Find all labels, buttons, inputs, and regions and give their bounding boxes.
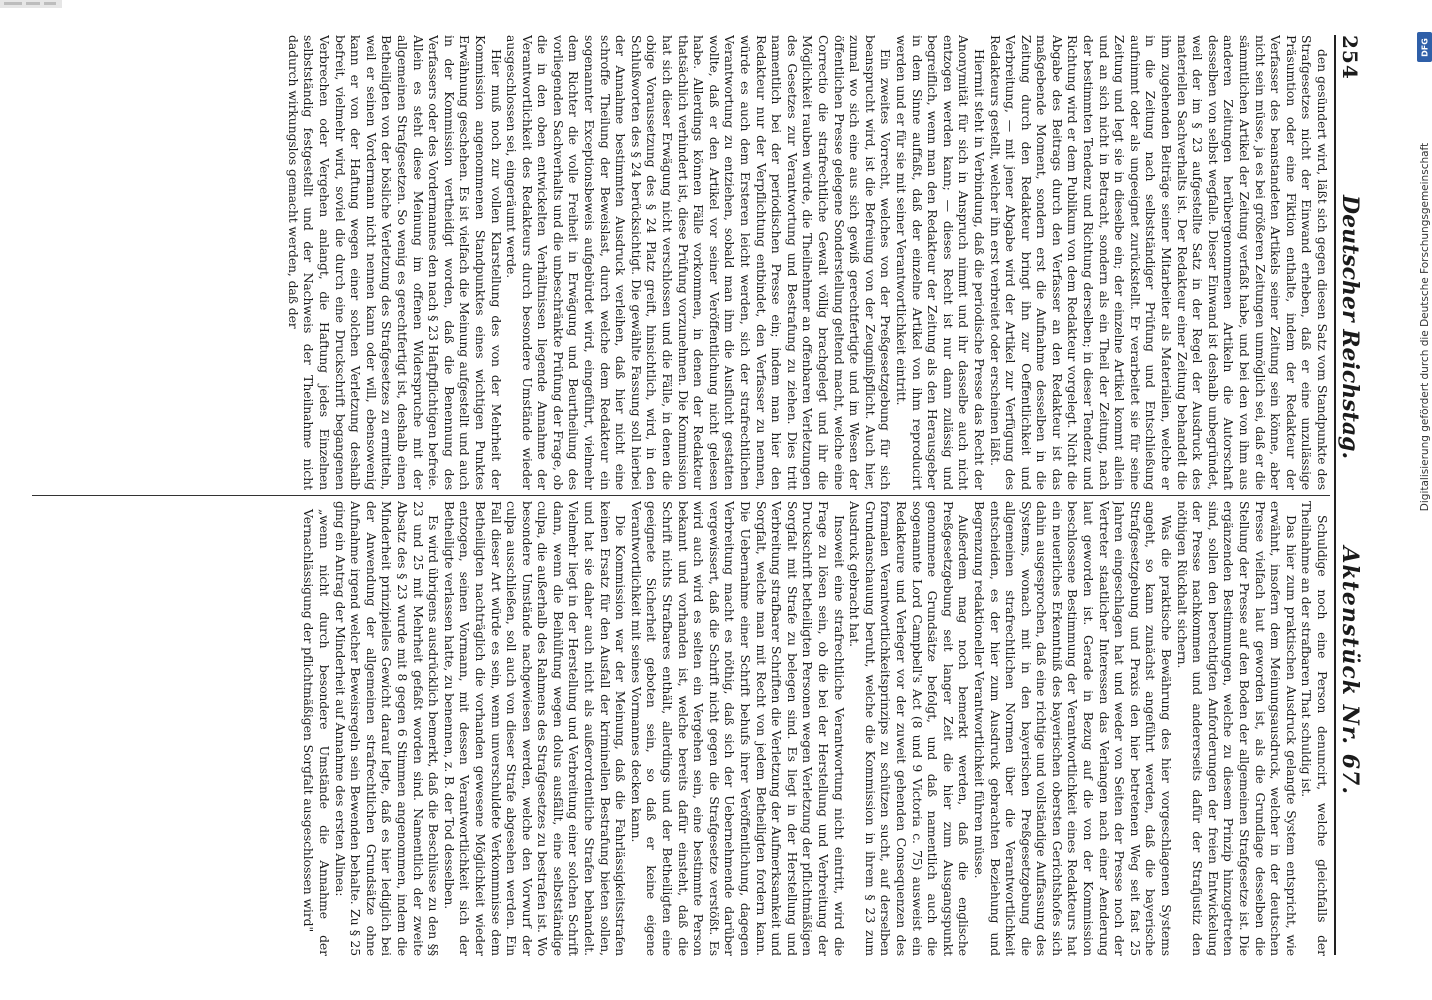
paragraph: Hier muß noch zur vollen Klarstellung des von der Mehrheit der Kommission angenommenen Standpunktes eines wichtigen Punktes Erwähnung geschehen. Es ist vielfach die Meinung aufgestellt und auch in der Kommission vertheidigt worden, daß die Benennung des Verfassers oder des Vordermannes den nach § 23 Haftpflichtigen befreie. Allein es steht diese Meinung im offenen Widerspruche mit der allgemeinen Strafgesetzen. So wenig es gerechtfertigt ist, deshalb einen Betheiligten von der bösliche Verletzung des Strafgesetzes zu ermitteln, weil er seinen Vordermann nicht nennen kann oder will, ebensowenig kann er von der Haftung wegen einer solchen Verletzung deshalb befreit, vielmehr wird, soviel die durch eine Druckschrift begangenen Verbrechen oder Vergehen anlangt, die Haftung jedes Einzelnen selbstständig festgestellt und der Nachweis der Theilnahme nicht dadurch wirkungslos gemacht werden, daß der <box>285 35 504 490</box>
paragraph: Hiermit steht in Verbindung, daß die periodische Presse das Recht der Anonymität für sich in Anspruch nimmt und ihr dasselbe auch nicht entzogen werden kann; — dieses Recht ist nur dann zulässig und begreiflich, wenn man den Redakteur der Zeitung als den Herausgeber in dem Sinne auffaßt, daß der einzelne Artikel von ihm reproducirt werden und er für sie mit seiner Verantwortlichkeit eintritt. <box>893 35 987 490</box>
scan-header-strip <box>0 0 62 8</box>
dfg-logo: DFG <box>1417 32 1432 62</box>
journal-title: Deutscher Reichstag. <box>1337 195 1363 460</box>
paragraph: den gesündert wird, läßt sich gegen diesen Satz vom Standpunkte des Strafgesetzes nicht der Einwand erheben, daß er eine unzulässige Präsumtion oder eine Fiktion enthalte, indem der Redakteur der Verfasser des beanstandeten Artikels seiner Zeitung sein könne, aber nicht sein müsse, ja es bei größeren Zeitungen unmöglich sei, daß er die sämmtlichen Artikel der Zeitung verfaßt habe, und bei den von ihm aus anderen Zeitungen herübergenommenen Artikeln die Autorschaft desselben von selbst wegfalle. Dieser Einwand ist deshalb unbegründet, weil der im § 23 aufgestellte Satz in der Regel der Ausdruck des materiellen Sachverhalts ist. Der Redakteur einer Zeitung behandelt die ihm zugehenden Beiträge seiner Mitarbeiter als Materialien, welche er in die Zeitung nach selbstständiger Prüfung und Entschließung aufnimmt oder als ungeeignet zurückstellt. Er verarbeitet sie für seine Zeitung und legt sie in dieselbe ein; der einzelne Artikel kommt allein und an sich nicht in Betracht, sondern als ein Theil der Zeitung, nach der bestimmten Tendenz und Richtung derselben; in dieser Tendenz und Richtung wird er dem Publikum von dem Redakteur vorgelegt. Nicht die Abgabe des Beitrags durch den Verfasser an den Redakteur ist das maßgebende Moment, sondern erst die Aufnahme desselben in die Zeitung durch den Redakteur bringt ihn zur Oeffentlichkeit und Verbreitung, — mit jener Abgabe wird der Artikel zur Verfügung des Redakteurs gestellt, welcher ihn erst verbreitet oder erscheinen läßt. <box>987 35 1330 490</box>
sheet-label: Aktenstück Nr. 67. <box>1337 546 1363 795</box>
paragraph: Das hier zum praktischen Ausdruck gelangte System entspricht, wie erwähnt, insofern dem Meinungsausdruck, welcher in der deutschen Presse vielfach laut geworden ist, als die Grundlage desselben die Stellung der Presse auf den Boden der allgemeinen Strafgesetze ist. Die ergänzenden Bestimmungen, welche zu diesem Prinzip hinzugetreten sind, sollen den berechtigten Anforderungen der freien Entwickelung der Presse nachkommen und andererseits dafür der Strafjustiz den nöthigen Rückhalt sichern. <box>1174 501 1299 956</box>
text-column-left <box>32 35 1330 490</box>
page-header <box>1334 35 1366 955</box>
paragraph: Außerdem mag noch bemerkt werden, daß die englische Preßgesetzgebung seit langer Zeit die hier zum Ausgangspunkt genommene Grundsätze befolgt, und daß namentlich auch die sogenannte Lord Campbell's Act (8 und 9 Victoria c. 75) ausweist ein Redakteure und Verleger vor der zuweit gehenden Consequenzen des formalen Verantwortlichkeitsprinzips zu schützen sucht, auf derselben Grundanschauung beruht, welche die Kommission in ihrem § 23 zum Ausdruck gebracht hat. <box>847 501 972 956</box>
paragraph: Es wird übrigens ausdrücklich bemerkt, daß die Beschlüsse zu den §§ 23 und 25 mit Mehrheit gefaßt worden sind. Namentlich der zweite Absatz des § 23 wurde mit 8 gegen 6 Stimmen angenommen, indem die Minderheit prinzipielles Gewicht darauf legte, daß es hier lediglich bei der Anwendung der allgemeinen strafrechtlichen Grundsätze ohne Aufnahme irgend welcher Beweisregeln sein Bewenden behalte. Zu § 25 ging ein Antrag der Minderheit auf Annahme des ersten Alinea: <box>332 501 442 956</box>
scanned-page <box>26 25 1366 965</box>
column-rule <box>32 495 1330 496</box>
paragraph: Was die praktische Bewährung des hier vorgeschlagenen Systems angeht, so kann zunächst angeführt werden, daß die bayerische Strafgesetzgebung und Praxis den hier betretenen Weg seit fast 25 Jahren eingeschlagen hat und weder von Seiten der Presse noch der Vertreter staatlicher Interessen das Verlangen nach einer Aenderung laut geworden ist. Gerade in Bezug auf die von der Kommission beschlossene Bestimmung der Verantwortlichkeit eines Redakteurs hat ein neuerliches Erkenntniß des bayerischen obersten Gerichtshofes sich dahin ausgesprochen, daß eine richtige und vollständige Auffassung des Systems, wonach mit in den bayerischen Preßgesetzgebung die allgemeinen strafrechtlichen Normen über die Verantwortlichkeit entscheiden, es der hier zum Ausdruck gebrachten Beziehung und Begrenzung redaktioneller Verantwortlichkeit führen müsse. <box>971 501 1175 956</box>
paragraph: Die Kommission war der Meinung, daß die Fahrlässigkeitsstrafen keinen Ersatz für den Ausfall der kriminellen Bestrafung bieten sollen, und hat sie daher auch nicht als außerordentliche Strafen behandelt. Vielmehr liegt in der Herstellung und Verbreitung einer solchen Schrift dann, wenn die Beihülfung wegen dolus ausfällt, eine selbstständige culpa, die außerhalb des Rahmens des Strafgesetzes zu bestrafen ist. Wo besondere Umstände nachgewiesen werden, welche den Vorwurf der culpa ausschließen, soll auch von dieser Strafe abgesehen werden. Ein Fall dieser Art würde es sein, wenn unverschuldete Verkommnisse dem Betheiligten nachträglich die vorhanden gewesene Möglichkeit wieder entzogen, seinen Vormann, mit dessen Verantwortlichkeit sich der Betheiligte verlassen hatte, zu benennen, z. B. der Tod desselben. <box>441 501 629 956</box>
paragraph: Insoweit eine strafrechtliche Verantwortung nicht eintritt, wird die Frage zu lösen sein, ob die bei der Herstellung und Verbreitung der Druckschrift betheiligten Personen wegen Verletzung der pflichtmäßigen Sorgfalt mit Strafe zu belegen sind. Es liegt in der Herstellung und Verbreitung strafbarer Schriften die Verletzung der Aufmerksamkeit und Sorgfalt, welche man mit Recht von jedem Betheiligten fordern kann. Die Uebernahme einer Schrift behufs ihrer Veröffentlichung, dagegen Verbreitung macht es nöthig, daß sich der Uebernehmende darüber vergewissert, daß die Schrift nicht gegen die Strafgesetze verstößt. Es wird auch wird es selten ein Vergehen sein, eine bestimmte Person bekannt und vorhanden ist, welche bereits dafür einsteht, daß die Schrift nichts Strafbares enthält, allerdings und der Betheiligten eine geeignete Sicherheit geboten sein, so daß er keine eigene Verantwortlichkeit mit seines Vormannes decken kann. <box>628 501 847 956</box>
digitization-credit <box>1416 32 1432 622</box>
quoted-amendment: „wenn nicht durch besondere Umstände die Annahme der Vernachlässigung der pflichtmäßigen Sorgfalt ausgeschlossen wird" <box>301 509 332 956</box>
credit-text: Digitalisierung gefördert durch die Deutsche Forschungsgemeinschaft <box>1419 142 1431 512</box>
paragraph: Schuldige noch eine Person denuncirt, welche gleichfalls der Theilnahme an der strafbaren That schuldig ist. <box>1299 501 1330 956</box>
text-column-right <box>32 501 1330 956</box>
paragraph: Ein zweites Vorrecht, welches von der Preßgesetzgebung für sich beansprucht wird, ist die Befreiung von der Zeugnißpflicht. Auch hier, zumal wo sich eine aus sich gewiß gerechtfertigte und im Wesen der öffentlichen Presse gelegene Sonderstellung geltend macht, welche eine Correctio die strafrechtliche Gewalt völlig brachgelegt und ihr die Möglichkeit rauben würde, die Theilnehmer an offenbaren Verletzungen des Gesetzes zur Verantwortung und Bestrafung zu ziehen. Dies tritt namentlich bei der periodischen Presse ein; indem man hier den Redakteur nur der Verpflichtung entbindet, den Verfasser zu nennen, würde es auch dem Ersteren leicht werden, sich der strafrechtlichen Verantwortung zu entziehen, sobald man ihm die Ausflucht gestatten wollte, daß er den Artikel vor seiner Veröffentlichung nicht gelesen habe. Allerdings können Fälle vorkommen, in denen der Redakteur thatsächlich verhindert ist, diese Prüfung vorzunehmen. Die Kommission hat sich dieser Erwägung nicht verschlossen und die Fälle, in denen die obige Voraussetzung des § 24 Platz greift, hinsichtlich, wird, in den Schlußworten des § 24 berücksichtigt. Die gewählte Fassung soll hierbei der Annahme bestimmten Ausdruck verleihen, daß hier nicht eine schroffe Theilung der Beweislast, durch welche dem Redakteur ein sogenannter Exceptionsbeweis aufgebürdet wird, eingeführt, vielmehr dem Richter die volle Freiheit in Erwägung und Beurtheilung des vorliegenden Sachverhalts und die unbeschränkte Prüfung der Frage, ob die in den oben entwickelten Verhältnissen liegende Annahme der Verantwortlichkeit des Redakteurs durch besondere Umstände wieder ausgeschlossen sei, eingeräumt werde. <box>504 35 894 490</box>
page-number: 254 <box>1338 35 1362 80</box>
